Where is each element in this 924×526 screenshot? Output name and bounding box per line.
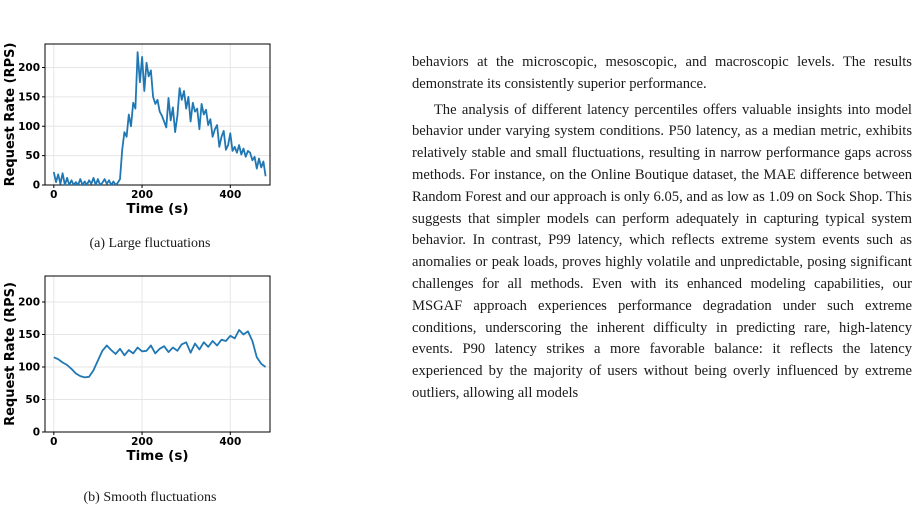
paragraph-2: The analysis of different latency percentiles offers valuable insights into model behavior under varying system conditions. P50 latency, as a median metric, exhibits relatively stable and small fluctuations, resulting in narrow performance gaps across methods. For instance, on the Online Boutique dataset, the MAE difference between Random Forest and our approach is only 6.05, and as low as 1.09 on Sock Shop. This suggests that simpler models can perform adequately in capturing typical system behavior. In contrast, P99 latency, which reflects extreme system events such as anomalies or peak loads, proves highly volatile and unpredictable, posing significant challenges for all methods. Even with its enhanced modeling capabilities, our MSGAF approach experiences performance degradation under such extreme conditions, underscoring the inherent difficulty in predicting rare, high-latency events. P90 latency strikes a more favorable balance: it reflects the latency experienced by the majority of users without being overly influenced by extreme outliers, allowing all models [412, 101, 912, 401]
plot-frame [45, 44, 270, 185]
y-tick-label: 50 [25, 394, 40, 406]
series-line-0 [54, 330, 266, 377]
x-tick-label: 400 [219, 436, 242, 448]
chart-smooth-fluctuations [0, 268, 300, 478]
y-tick-label: 200 [18, 296, 40, 309]
chart-large-fluctuations [0, 36, 300, 236]
x-tick-label: 0 [50, 436, 58, 448]
figure-caption-b: (b) Smooth fluctuations [83, 490, 217, 505]
y-tick-label: 150 [18, 91, 40, 104]
paragraph-1: behaviors at the microscopic, mesoscopic, and macroscopic levels. The results demonstrate its consistently superior performance. [412, 54, 912, 92]
x-axis-label: Time (s) [126, 201, 189, 217]
x-axis-label: Time (s) [126, 448, 189, 464]
y-tick-label: 200 [18, 62, 40, 74]
y-axis-label: Request Rate (RPS) [3, 42, 18, 187]
x-tick-label: 200 [131, 436, 154, 448]
plot-frame [45, 276, 270, 432]
figure-caption-a: (a) Large fluctuations [89, 236, 211, 251]
figure-large-fluctuations [0, 36, 300, 266]
body-text-column [412, 52, 912, 405]
y-tick-label: 50 [25, 150, 40, 163]
series-line-0 [54, 52, 266, 185]
y-tick-label: 150 [18, 329, 40, 341]
y-tick-label: 0 [32, 426, 40, 439]
y-tick-label: 100 [18, 361, 40, 374]
y-axis-label: Request Rate (RPS) [3, 282, 18, 426]
figure-smooth-fluctuations [0, 268, 300, 526]
x-tick-label: 400 [219, 189, 242, 201]
x-tick-label: 0 [50, 189, 58, 201]
y-tick-label: 100 [18, 120, 40, 133]
y-tick-label: 0 [32, 179, 40, 192]
x-tick-label: 200 [131, 189, 154, 201]
